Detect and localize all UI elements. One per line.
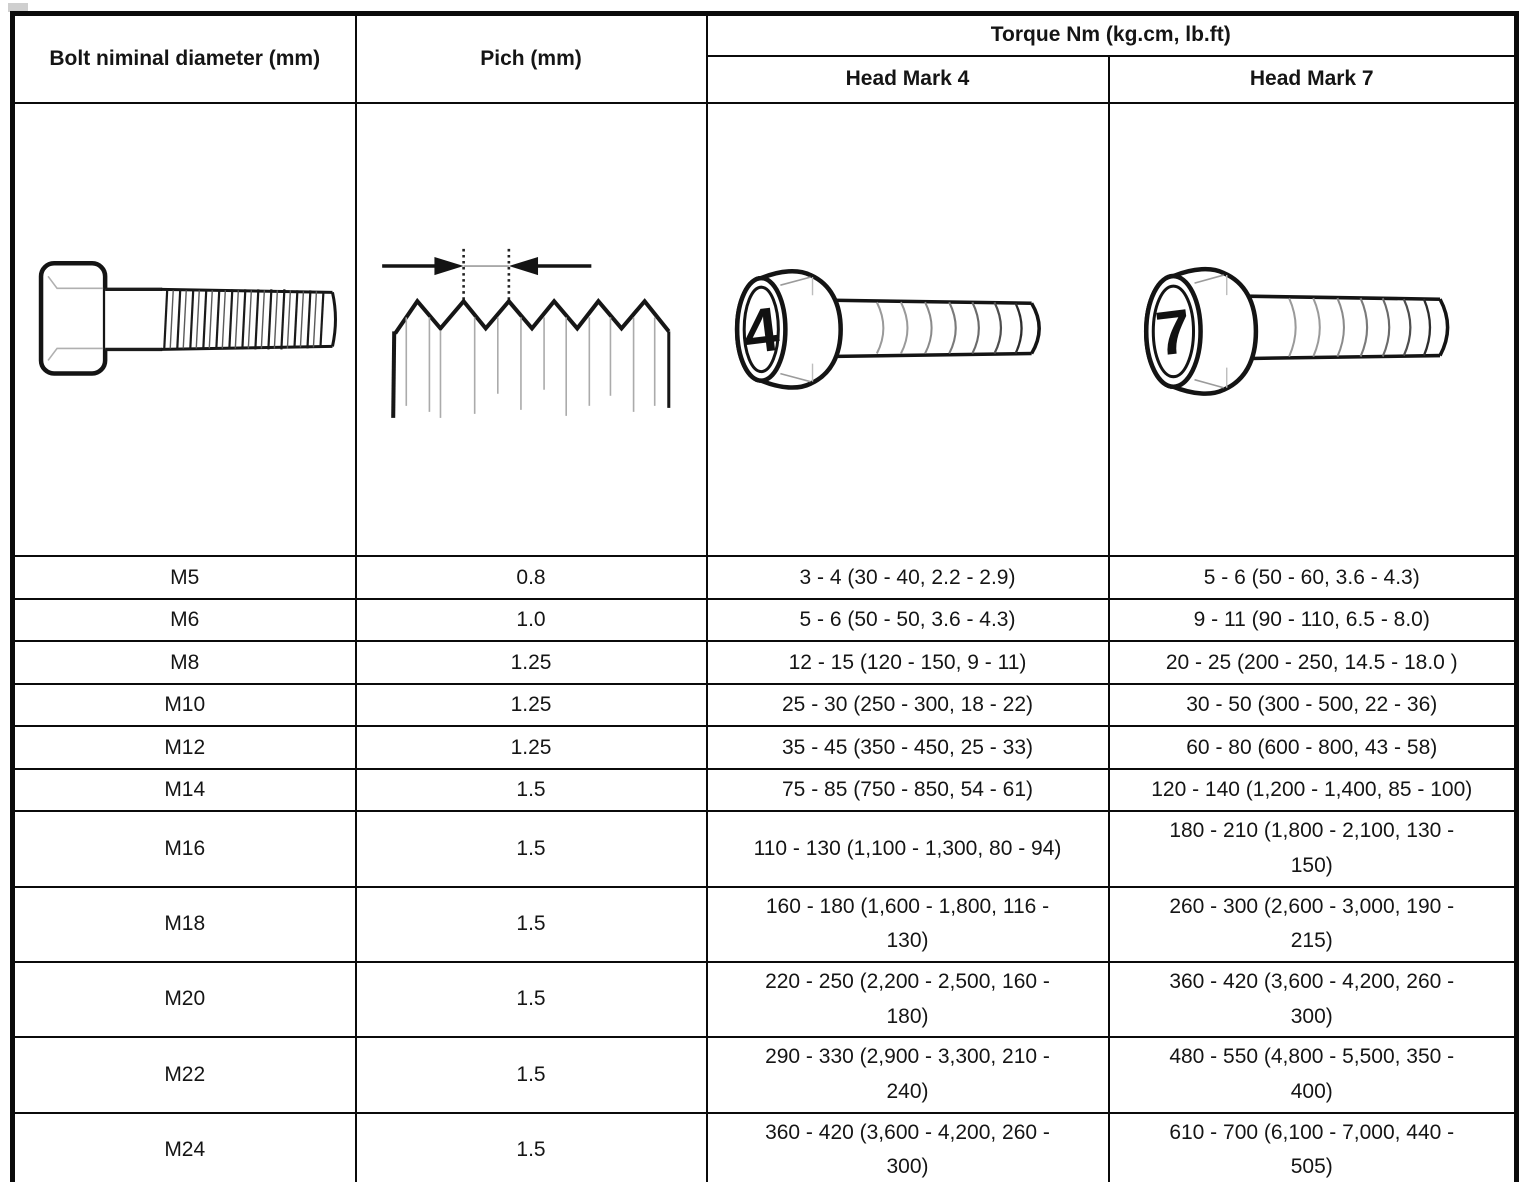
torque-mark7-cell: 610 - 700 (6,100 - 7,000, 440 - 505) <box>1109 1113 1517 1182</box>
diameter-cell: M16 <box>13 811 356 886</box>
section-lines <box>406 317 654 418</box>
header-torque-group: Torque Nm (kg.cm, lb.ft) <box>707 14 1517 56</box>
head-mark-4-bolt-icon <box>708 104 1108 556</box>
torque-mark4-cell: 25 - 30 (250 - 300, 18 - 22) <box>707 684 1109 726</box>
torque-mark7-cell: 30 - 50 (300 - 500, 22 - 36) <box>1109 684 1517 726</box>
diameter-cell: M5 <box>13 556 356 599</box>
torque-mark4-cell: 35 - 45 (350 - 450, 25 - 33) <box>707 726 1109 769</box>
pitch-cell: 1.5 <box>356 1113 707 1182</box>
head-mark-4-cell <box>707 103 1109 557</box>
thread-lines <box>161 289 335 349</box>
pitch-cell: 1.5 <box>356 811 707 886</box>
diameter-cell: M12 <box>13 726 356 769</box>
torque-mark4-cell: 160 - 180 (1,600 - 1,800, 116 - 130) <box>707 887 1109 962</box>
table-row <box>13 641 1517 684</box>
torque-mark7-cell: 480 - 550 (4,800 - 5,500, 350 - 400) <box>1109 1037 1517 1112</box>
torque-mark7-cell: 5 - 6 (50 - 60, 3.6 - 4.3) <box>1109 556 1517 599</box>
pitch-dimension-arrows <box>382 249 591 300</box>
table-row <box>13 887 1517 962</box>
table-row <box>13 1037 1517 1112</box>
head-mark-7-bolt-icon <box>1110 104 1515 556</box>
diameter-cell: M14 <box>13 769 356 811</box>
table-row <box>13 769 1517 811</box>
bolt-side-view-cell <box>13 103 356 557</box>
pitch-diagram-cell <box>356 103 707 557</box>
pitch-cell: 1.5 <box>356 962 707 1037</box>
pitch-cell: 1.25 <box>356 726 707 769</box>
torque-mark7-cell: 180 - 210 (1,800 - 2,100, 130 - 150) <box>1109 811 1517 886</box>
torque-mark4-cell: 290 - 330 (2,900 - 3,300, 210 - 240) <box>707 1037 1109 1112</box>
pitch-cell: 1.5 <box>356 887 707 962</box>
header-pitch: Pich (mm) <box>356 14 707 103</box>
torque-mark4-cell: 220 - 250 (2,200 - 2,500, 160 - 180) <box>707 962 1109 1037</box>
torque-mark7-cell: 360 - 420 (3,600 - 4,200, 260 - 300) <box>1109 962 1517 1037</box>
torque-spec-table <box>10 11 1519 1182</box>
diameter-cell: M6 <box>13 599 356 641</box>
pitch-cell: 1.25 <box>356 641 707 684</box>
torque-mark4-cell: 75 - 85 (750 - 850, 54 - 61) <box>707 769 1109 811</box>
pitch-cell: 0.8 <box>356 556 707 599</box>
torque-mark7-cell: 120 - 140 (1,200 - 1,400, 85 - 100) <box>1109 769 1517 811</box>
thread-pitch-diagram-icon <box>357 104 706 556</box>
pitch-cell: 1.0 <box>356 599 707 641</box>
torque-mark7-cell: 260 - 300 (2,600 - 3,000, 190 - 215) <box>1109 887 1517 962</box>
table-row <box>13 599 1517 641</box>
head-mark-7-cell <box>1109 103 1517 557</box>
thread-profile <box>395 301 669 333</box>
torque-mark4-cell: 5 - 6 (50 - 50, 3.6 - 4.3) <box>707 599 1109 641</box>
table-row <box>13 726 1517 769</box>
header-head-mark-7: Head Mark 7 <box>1109 56 1517 103</box>
torque-mark4-cell: 110 - 130 (1,100 - 1,300, 80 - 94) <box>707 811 1109 886</box>
torque-mark7-cell: 60 - 80 (600 - 800, 43 - 58) <box>1109 726 1517 769</box>
diameter-cell: M8 <box>13 641 356 684</box>
diameter-cell: M20 <box>13 962 356 1037</box>
table-row <box>13 684 1517 726</box>
torque-mark4-cell: 12 - 15 (120 - 150, 9 - 11) <box>707 641 1109 684</box>
table-row <box>13 556 1517 599</box>
diameter-cell: M18 <box>13 887 356 962</box>
head-mark-4-numeral: 4 <box>739 294 783 368</box>
head-mark-7-numeral: 7 <box>1151 296 1195 370</box>
bolt-side-view-icon <box>15 104 355 556</box>
torque-mark4-cell: 3 - 4 (30 - 40, 2.2 - 2.9) <box>707 556 1109 599</box>
table-row <box>13 962 1517 1037</box>
header-head-mark-4: Head Mark 4 <box>707 56 1109 103</box>
table-row <box>13 811 1517 886</box>
pitch-cell: 1.5 <box>356 1037 707 1112</box>
diameter-cell: M24 <box>13 1113 356 1182</box>
table-row <box>13 1113 1517 1182</box>
pitch-cell: 1.5 <box>356 769 707 811</box>
header-bolt-diameter: Bolt niminal diameter (mm) <box>13 14 356 103</box>
torque-mark7-cell: 20 - 25 (200 - 250, 14.5 - 18.0 ) <box>1109 641 1517 684</box>
diameter-cell: M22 <box>13 1037 356 1112</box>
pitch-cell: 1.25 <box>356 684 707 726</box>
torque-mark4-cell: 360 - 420 (3,600 - 4,200, 260 - 300) <box>707 1113 1109 1182</box>
torque-mark7-cell: 9 - 11 (90 - 110, 6.5 - 8.0) <box>1109 599 1517 641</box>
diameter-cell: M10 <box>13 684 356 726</box>
